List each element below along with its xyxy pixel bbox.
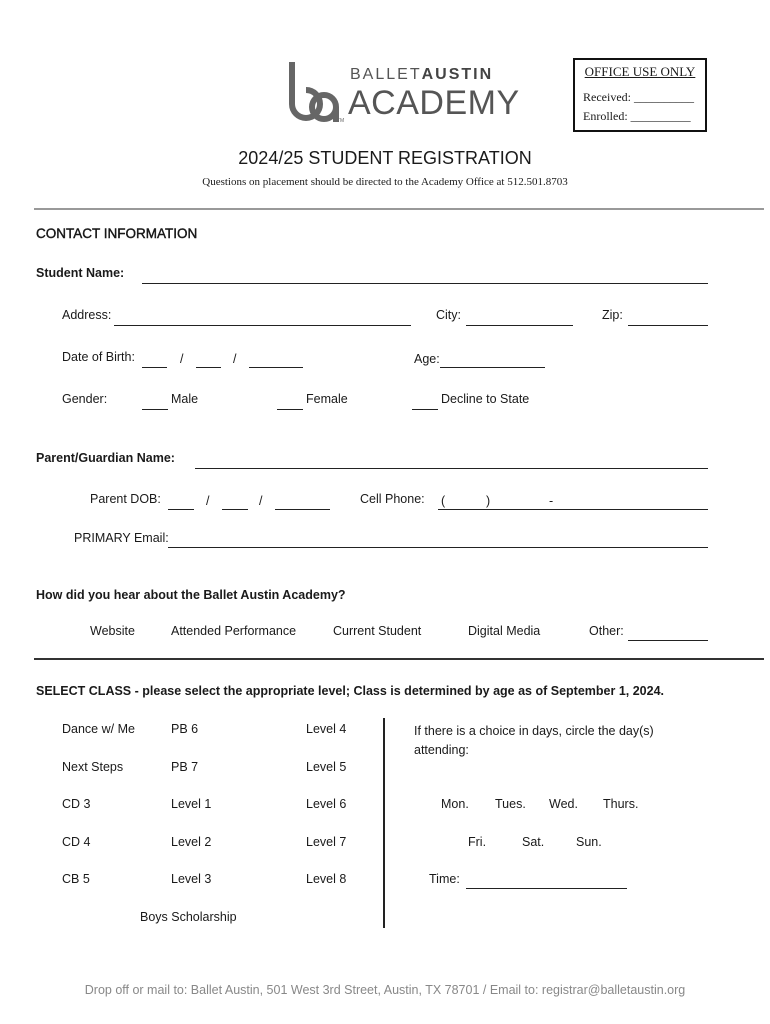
parent-dob-day-field[interactable] (222, 509, 248, 510)
gender-male-checkbox[interactable] (142, 409, 168, 410)
class-option-boys-scholarship[interactable]: Boys Scholarship (140, 910, 237, 924)
email-label: PRIMARY Email: (74, 531, 169, 545)
email-field[interactable] (168, 547, 708, 548)
dob-day-field[interactable] (196, 367, 221, 368)
class-option[interactable]: PB 6 (171, 722, 199, 736)
gender-label: Gender: (62, 392, 108, 406)
referral-option-performance[interactable]: Attended Performance (171, 624, 297, 638)
address-field[interactable] (114, 325, 411, 326)
class-option[interactable]: CD 4 (62, 835, 91, 849)
page-title: 2024/25 STUDENT REGISTRATION (238, 148, 532, 168)
day-option-sat[interactable]: Sat. (522, 835, 545, 849)
dob-slash: / (233, 352, 237, 366)
time-field[interactable] (466, 888, 627, 889)
class-option[interactable]: Dance w/ Me (62, 722, 135, 736)
student-name-label: Student Name: (36, 266, 125, 280)
class-option[interactable]: CB 5 (62, 872, 90, 886)
city-label: City: (436, 308, 461, 322)
parent-dob-month-field[interactable] (168, 509, 194, 510)
divider (34, 208, 764, 210)
day-option-wed[interactable]: Wed. (549, 797, 578, 811)
day-option-fri[interactable]: Fri. (468, 835, 487, 849)
logo-brand-bottom: ACADEMY (348, 84, 520, 122)
received-field: Received: __________ (583, 90, 694, 104)
time-label: Time: (429, 872, 460, 886)
days-note: If there is a choice in days, circle the day(s) attending: (414, 724, 654, 757)
referral-option-digital-media[interactable]: Digital Media (468, 624, 541, 638)
office-use-title: OFFICE USE ONLY (584, 64, 696, 79)
cell-phone-field[interactable] (438, 509, 708, 510)
address-label: Address: (62, 308, 112, 322)
enrolled-field: Enrolled: __________ (583, 109, 691, 123)
day-option-thurs[interactable]: Thurs. (603, 797, 639, 811)
divider (34, 658, 764, 660)
day-option-tues[interactable]: Tues. (495, 797, 526, 811)
class-option[interactable]: Level 2 (171, 835, 212, 849)
class-option[interactable]: Next Steps (62, 760, 124, 774)
page-subtitle: Questions on placement should be directed to the Academy Office at 512.501.8703 (202, 176, 568, 188)
class-option[interactable]: Level 3 (171, 872, 212, 886)
class-option[interactable]: Level 6 (306, 797, 347, 811)
contact-heading: CONTACT INFORMATION (36, 226, 198, 241)
dob-month-field[interactable] (142, 367, 167, 368)
logo-brand-top: BALLETAUSTIN (350, 66, 494, 83)
cell-dash: - (549, 494, 554, 508)
gender-decline-checkbox[interactable] (412, 409, 438, 410)
class-option[interactable]: Level 1 (171, 797, 212, 811)
age-label: Age: (414, 352, 440, 366)
office-use-box (573, 58, 707, 132)
class-option[interactable]: Level 7 (306, 835, 347, 849)
age-field[interactable] (440, 367, 545, 368)
city-field[interactable] (466, 325, 573, 326)
column-divider (383, 718, 385, 928)
logo-trademark: TM (337, 118, 345, 124)
gender-option-male: Male (171, 392, 199, 406)
parent-name-field[interactable] (195, 468, 708, 469)
day-option-mon[interactable]: Mon. (441, 797, 469, 811)
referral-option-current-student[interactable]: Current Student (333, 624, 422, 638)
gender-option-decline: Decline to State (441, 392, 530, 406)
dob-slash: / (180, 352, 184, 366)
cell-paren-open: ( (441, 494, 446, 508)
class-option[interactable]: PB 7 (171, 760, 199, 774)
zip-field[interactable] (628, 325, 708, 326)
footer-text: Drop off or mail to: Ballet Austin, 501 West 3rd Street, Austin, TX 78701 / Email to: registrar@balletaustin.org (84, 983, 686, 997)
parent-dob-label: Parent DOB: (90, 492, 161, 506)
select-class-heading: SELECT CLASS - please select the appropriate level; Class is determined by age as of September 1, 2024. (36, 684, 665, 698)
cell-phone-label: Cell Phone: (360, 492, 425, 506)
referral-option-other[interactable]: Other: (589, 624, 624, 638)
parent-dob-slash: / (206, 494, 210, 508)
day-option-sun[interactable]: Sun. (576, 835, 602, 849)
class-option[interactable]: Level 4 (306, 722, 347, 736)
referral-heading: How did you hear about the Ballet Austin Academy? (36, 588, 346, 602)
class-option[interactable]: CD 3 (62, 797, 91, 811)
parent-name-label: Parent/Guardian Name: (36, 451, 175, 465)
cell-paren-close: ) (486, 494, 491, 508)
ballet-austin-logo-icon (284, 60, 345, 124)
class-option[interactable]: Level 5 (306, 760, 347, 774)
referral-option-website[interactable]: Website (90, 624, 135, 638)
class-option[interactable]: Level 8 (306, 872, 347, 886)
parent-dob-year-field[interactable] (275, 509, 330, 510)
gender-female-checkbox[interactable] (277, 409, 303, 410)
parent-dob-slash: / (259, 494, 263, 508)
gender-option-female: Female (306, 392, 348, 406)
zip-label: Zip: (602, 308, 623, 322)
dob-label: Date of Birth: (62, 350, 135, 364)
student-name-field[interactable] (142, 283, 708, 284)
dob-year-field[interactable] (249, 367, 303, 368)
referral-other-field[interactable] (628, 640, 708, 641)
